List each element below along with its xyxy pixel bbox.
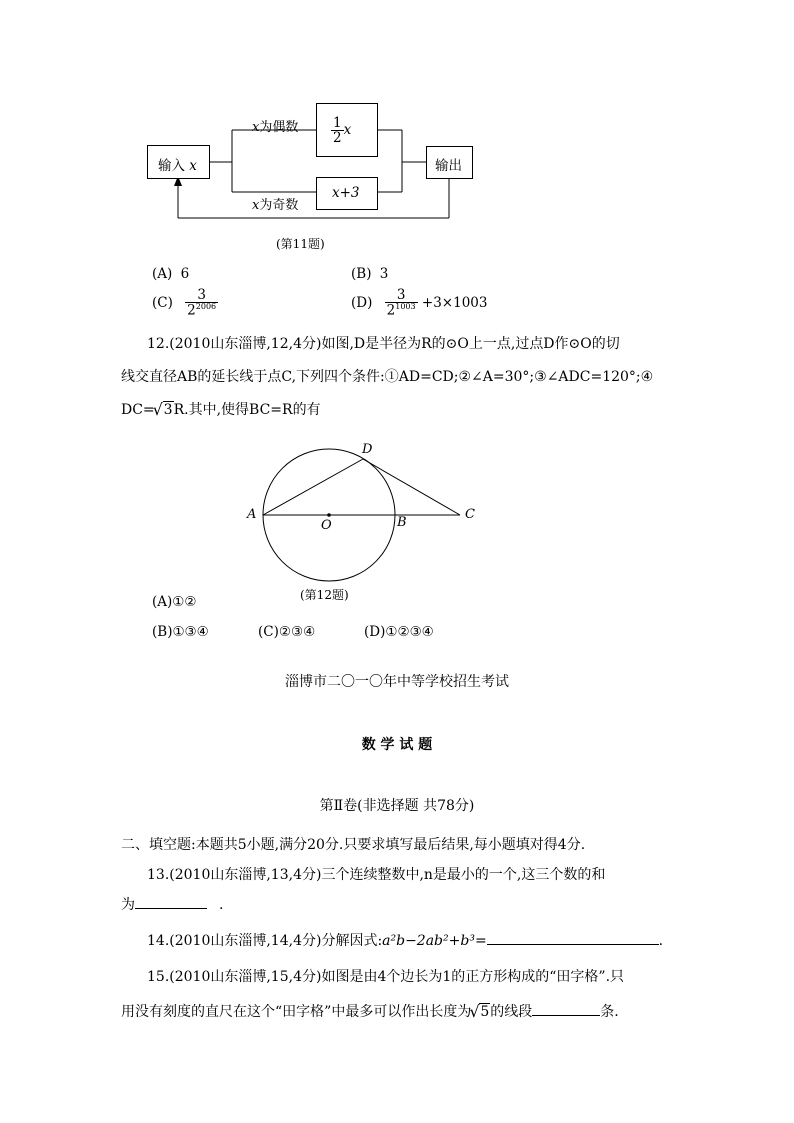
q13-answer-blank[interactable] [135,908,207,909]
sqrt3: √ 3 [155,402,174,418]
sqrt5: √ 5 [471,1004,490,1020]
even-branch-label: x为偶数 [252,120,299,135]
q14-expression: a²b−2ab²+b³= [382,933,487,949]
volume-title: 第Ⅱ卷(非选择题 共78分) [319,798,475,814]
label-c: C [465,507,475,522]
plus3-label: x+3 [332,185,360,201]
q11-option-b: (B) 3 [351,266,389,282]
q13-line2: 为 . [121,897,224,913]
q12-line1: 12.(2010山东淄博,12,4分)如图,D是半径为R的⊙O上一点,过点D作⊙O的切 [147,336,620,352]
q11-option-a: (A) 6 [152,266,190,282]
q12-option-a: (A)①② [152,594,197,610]
input-var: x [189,158,197,174]
q12-caption: (第12题) [300,588,349,602]
output-label: 输出 [435,158,462,174]
q13-line1: 13.(2010山东淄博,13,4分)三个连续整数中,n是最小的一个,这三个数的和 [147,867,606,883]
q12-line3: DC=√ 3R.其中,使得BC=R的有 [121,399,321,419]
q12-option-b: (B)①③④ [152,624,209,640]
center-point [327,513,331,517]
q11-option-d: (D) $\frac{3}{2^{1003}}$ +3×1003 [351,287,488,319]
odd-branch-label: x为奇数 [252,198,299,213]
half-var: x [343,122,352,139]
q15-line2: 用没有刻度的直尺在这个“田字格”中最多可以作出长度为√ 5的线段 条. [121,1001,619,1021]
label-d: D [362,442,373,457]
line-ad [263,459,363,515]
label-o: O [321,518,332,533]
q12-option-c: (C)②③④ [258,624,316,640]
q11-caption: (第11题) [276,237,325,251]
q12-option-d: (D)①②③④ [364,624,434,640]
input-label: 输入 [158,158,185,174]
section2-intro: 二、填空题:本题共5小题,满分20分.只要求填写最后结果,每小题填对得4分. [121,837,586,853]
q11-option-c: (C) $\frac{3}{2^{2006}}$ [152,287,217,319]
exam-title: 淄博市二〇一〇年中等学校招生考试 [285,674,509,690]
q14-answer-blank[interactable] [487,944,659,945]
q15-line1: 15.(2010山东淄博,15,4分)如图是由4个边长为1的正方形构成的“田字格”.只 [147,969,625,985]
label-b: B [397,515,407,530]
line-dc [363,459,460,515]
q14-line: 14.(2010山东淄博,14,4分)分解因式:a²b−2ab²+b³= . [147,933,664,949]
q15-answer-blank[interactable] [532,1015,600,1016]
half-num: 1 [333,115,342,131]
subject-title: 数 学 试 题 [361,737,433,753]
half-den: 2 [333,130,342,147]
label-a: A [247,507,257,522]
q12-line2: 线交直径AB的延长线于点C,下列四个条件:①AD=CD;②∠A=30°;③∠ADC=120°;④ [121,369,654,385]
